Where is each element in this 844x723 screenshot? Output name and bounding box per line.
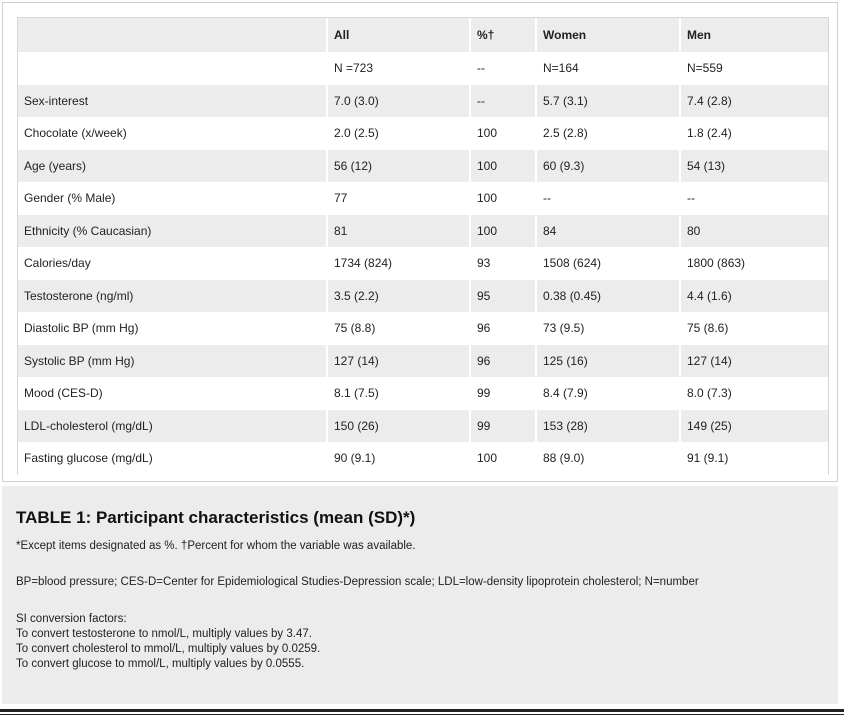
row-label-cell: Ethnicity (% Caucasian): [18, 215, 328, 248]
table-row: [18, 377, 828, 410]
table-cell: 8.1 (7.5): [328, 377, 471, 410]
table-cell: 8.0 (7.3): [681, 377, 828, 410]
table-header-row: [18, 18, 828, 52]
table-cell: 127 (14): [328, 345, 471, 378]
table-cell: 80: [681, 215, 828, 248]
si-line: To convert glucose to mmol/L, multiply values by 0.0555.: [16, 658, 305, 670]
table-cell: 99: [471, 410, 537, 443]
table-cell: 93: [471, 247, 537, 280]
table-row: [18, 52, 828, 85]
table-cell: 100: [471, 215, 537, 248]
table-cell: 4.4 (1.6): [681, 280, 828, 313]
bottom-rule: [0, 709, 844, 712]
table-cell: 90 (9.1): [328, 442, 471, 475]
table-cell: 77: [328, 182, 471, 215]
table-cell: 56 (12): [328, 150, 471, 183]
row-label-cell: Testosterone (ng/ml): [18, 280, 328, 313]
table-cell: 60 (9.3): [537, 150, 681, 183]
table-cell: 75 (8.8): [328, 312, 471, 345]
row-label-cell: Fasting glucose (mg/dL): [18, 442, 328, 475]
table-caption: [2, 486, 838, 704]
table-row: [18, 442, 828, 475]
table-row: [18, 280, 828, 313]
table-cell: 8.4 (7.9): [537, 377, 681, 410]
row-label-cell: Chocolate (x/week): [18, 117, 328, 150]
table-body: [18, 52, 828, 475]
table-cell: --: [537, 182, 681, 215]
header-cell-label: [18, 18, 328, 52]
table-cell: 100: [471, 150, 537, 183]
row-label-cell: Sex-interest: [18, 85, 328, 118]
table-frame: [2, 2, 838, 482]
row-label-cell: Calories/day: [18, 247, 328, 280]
si-line: To convert testosterone to nmol/L, multiply values by 3.47.: [16, 628, 312, 640]
table-cell: 3.5 (2.2): [328, 280, 471, 313]
row-label-cell: [18, 52, 328, 85]
table-cell: 127 (14): [681, 345, 828, 378]
table-cell: 5.7 (3.1): [537, 85, 681, 118]
table-cell: 73 (9.5): [537, 312, 681, 345]
table-cell: 1734 (824): [328, 247, 471, 280]
row-label-cell: LDL-cholesterol (mg/dL): [18, 410, 328, 443]
row-label-cell: Systolic BP (mm Hg): [18, 345, 328, 378]
table-cell: 100: [471, 182, 537, 215]
table-cell: 150 (26): [328, 410, 471, 443]
si-heading: SI conversion factors:: [16, 613, 127, 625]
table-cell: 75 (8.6): [681, 312, 828, 345]
table-cell: 88 (9.0): [537, 442, 681, 475]
participant-table: [18, 18, 828, 475]
table-cell: 2.0 (2.5): [328, 117, 471, 150]
caption-abbreviations: BP=blood pressure; CES-D=Center for Epidemiological Studies-Depression scale; LDL=low-density lipoprotein cholesterol; N=number: [16, 576, 699, 588]
si-line: To convert cholesterol to mmol/L, multiply values by 0.0259.: [16, 643, 321, 655]
table-cell: --: [681, 182, 828, 215]
header-cell-percent: %†: [471, 18, 537, 52]
table-cell: --: [471, 52, 537, 85]
table-row: [18, 117, 828, 150]
table-cell: 1800 (863): [681, 247, 828, 280]
bottom-rule-thin: [0, 714, 844, 715]
row-label-cell: Mood (CES-D): [18, 377, 328, 410]
table-cell: 125 (16): [537, 345, 681, 378]
table-cell: 91 (9.1): [681, 442, 828, 475]
si-conversion-block: [16, 612, 320, 672]
table-cell: 149 (25): [681, 410, 828, 443]
header-cell-all: All: [328, 18, 471, 52]
table-cell: 1.8 (2.4): [681, 117, 828, 150]
header-cell-women: Women: [537, 18, 681, 52]
table-row: [18, 345, 828, 378]
table-row: [18, 247, 828, 280]
table-cell: 81: [328, 215, 471, 248]
caption-title: TABLE 1: Participant characteristics (mean (SD)*): [16, 508, 416, 527]
table-cell: 0.38 (0.45): [537, 280, 681, 313]
row-label-cell: Diastolic BP (mm Hg): [18, 312, 328, 345]
row-label-cell: Gender (% Male): [18, 182, 328, 215]
table-cell: 1508 (624): [537, 247, 681, 280]
table-container: [17, 17, 829, 475]
table-row: [18, 182, 828, 215]
table-row: [18, 150, 828, 183]
table-cell: 96: [471, 312, 537, 345]
row-label-cell: Age (years): [18, 150, 328, 183]
table-row: [18, 85, 828, 118]
table-cell: 96: [471, 345, 537, 378]
table-cell: 95: [471, 280, 537, 313]
table-cell: 2.5 (2.8): [537, 117, 681, 150]
table-cell: N=164: [537, 52, 681, 85]
table-cell: 84: [537, 215, 681, 248]
table-cell: 54 (13): [681, 150, 828, 183]
table-row: [18, 312, 828, 345]
table-row: [18, 215, 828, 248]
table-row: [18, 410, 828, 443]
table-cell: 100: [471, 117, 537, 150]
table-cell: 7.4 (2.8): [681, 85, 828, 118]
table-cell: 99: [471, 377, 537, 410]
table-cell: N=559: [681, 52, 828, 85]
table-cell: --: [471, 85, 537, 118]
table-cell: 7.0 (3.0): [328, 85, 471, 118]
table-cell: 100: [471, 442, 537, 475]
header-cell-men: Men: [681, 18, 828, 52]
table-cell: 153 (28): [537, 410, 681, 443]
table-cell: N =723: [328, 52, 471, 85]
caption-footnote: *Except items designated as %. †Percent for whom the variable was available.: [16, 540, 416, 552]
